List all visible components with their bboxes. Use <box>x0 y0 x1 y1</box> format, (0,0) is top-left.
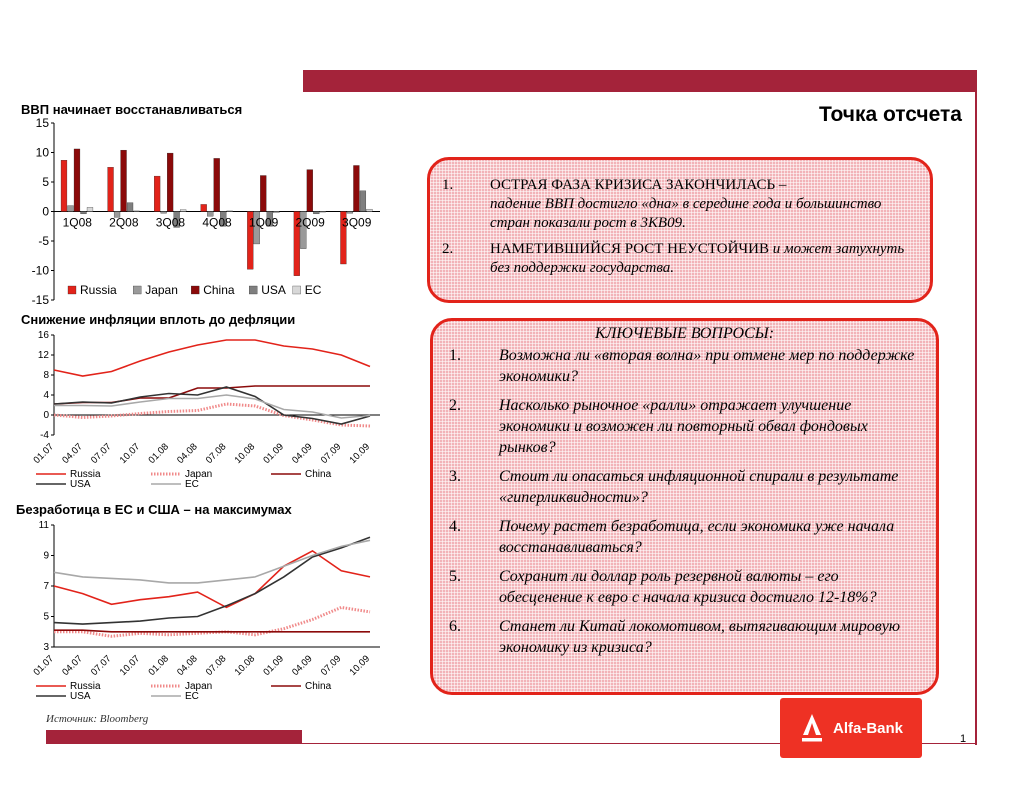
bar <box>313 212 319 214</box>
gdp-chart-svg <box>14 114 384 310</box>
logo-text: Alfa-Bank <box>832 719 903 737</box>
bar <box>320 212 326 213</box>
bar <box>81 212 87 214</box>
series-line <box>54 386 370 404</box>
x-tick-label: 01.09 <box>261 441 286 466</box>
series-line <box>54 340 370 376</box>
y-tick-label: 11 <box>38 520 49 531</box>
main-points-box <box>427 157 933 303</box>
bar <box>61 160 67 211</box>
alfa-logo-icon <box>799 713 825 743</box>
legend-label: Russia <box>70 681 101 692</box>
x-tick-label: 04.07 <box>60 441 85 466</box>
x-tick-label: 1Q08 <box>62 215 92 230</box>
x-tick-label: 10.07 <box>117 441 143 466</box>
y-tick-label: 9 <box>43 550 49 562</box>
bar <box>353 165 359 211</box>
point-body: падение ВВП достигло «дна» в середине года и большинство стран показали рост в 3КВ09. <box>490 196 882 231</box>
right-accent-line <box>975 70 977 745</box>
legend-label: USA <box>70 691 91 702</box>
question-item: 4. Почему растет безработица, если экономика уже начала восстанавливаться? <box>449 518 895 556</box>
x-tick-label: 07.09 <box>318 441 344 466</box>
legend-label: USA <box>70 479 91 490</box>
unemployment-chart-svg <box>14 516 384 712</box>
y-tick-label: 4 <box>43 390 49 401</box>
question-item: 1. Возможна ли «вторая волна» при отмене мер по поддержке экономики? <box>449 347 915 385</box>
bar <box>227 211 233 212</box>
bar <box>108 167 114 211</box>
inflation-chart-title: Снижение инфляции вплоть до дефляции <box>21 312 296 327</box>
legend-swatch <box>68 286 76 294</box>
x-tick-label: 4Q08 <box>202 215 232 230</box>
y-tick-label: 0 <box>43 410 49 421</box>
legend-label: Russia <box>80 283 117 297</box>
legend-swatch <box>191 286 199 294</box>
x-tick-label: 01.07 <box>31 441 57 466</box>
unemployment-chart-title: Безработица в ЕС и США – на максимумах <box>16 502 292 517</box>
x-tick-label: 07.07 <box>88 653 114 678</box>
source-note: Источник: Bloomberg <box>46 713 149 725</box>
legend-label: Japan <box>185 469 213 480</box>
inflation-chart-svg <box>14 326 384 501</box>
point-heading: НАМЕТИВШИЙСЯ РОСТ НЕУСТОЙЧИВ <box>490 241 770 257</box>
x-tick-label: 10.09 <box>347 653 373 678</box>
x-tick-label: 2Q09 <box>295 215 325 230</box>
bar <box>167 153 173 211</box>
bar <box>360 191 366 212</box>
bar <box>161 212 167 214</box>
x-tick-label: 01.08 <box>146 441 172 466</box>
series-line <box>54 630 370 632</box>
y-tick-label: 0 <box>42 204 49 219</box>
bar <box>273 212 279 213</box>
gdp-chart-title: ВВП начинает восстанавливаться <box>21 102 243 117</box>
x-tick-label: 07.07 <box>88 441 114 466</box>
y-tick-label: 3 <box>43 642 49 653</box>
bar <box>214 158 220 211</box>
x-tick-label: 3Q09 <box>342 215 372 230</box>
page-title: Точка отсчета <box>818 103 962 126</box>
page-number: 1 <box>960 733 967 745</box>
y-tick-label: -15 <box>31 293 49 307</box>
key-questions-title: КЛЮЧЕВЫЕ ВОПРОСЫ: <box>594 325 775 342</box>
x-tick-label: 04.07 <box>60 653 85 678</box>
x-tick-label: 1Q09 <box>248 215 279 230</box>
bar <box>201 204 207 211</box>
question-item: 2. Насколько рыночное «ралли» отражает улучшение экономики и возможен ли повторный обвал фондовых рынков? <box>449 397 868 456</box>
x-tick-label: 3Q08 <box>155 215 186 230</box>
footer-accent-bar <box>46 730 302 744</box>
series-line <box>54 551 370 608</box>
gdp-bar-chart <box>14 114 384 310</box>
alfa-bank-logo <box>780 698 922 758</box>
y-tick-label: 12 <box>37 350 49 361</box>
x-tick-label: 10.08 <box>232 653 258 678</box>
y-tick-label: 16 <box>37 330 49 341</box>
legend-label: EC <box>185 479 199 490</box>
y-tick-label: -4 <box>40 430 49 441</box>
question-item: 3. Стоит ли опасаться инфляционной спирали в результате «гиперликвидности»? <box>449 468 899 506</box>
x-tick-label: 04.09 <box>290 441 315 466</box>
y-tick-label: -10 <box>31 263 49 278</box>
bar <box>307 170 313 212</box>
bar <box>134 211 140 212</box>
y-tick-label: 5 <box>43 611 49 623</box>
point-item: 2. НАМЕТИВШИЙСЯ РОСТ НЕУСТОЙЧИВ и может затухнуть без поддержки государства. <box>442 241 905 276</box>
x-tick-label: 10.08 <box>232 441 258 466</box>
bar <box>260 176 266 212</box>
series-line <box>54 540 370 583</box>
question-item: 5. Сохранит ли доллар роль резервной валюты – его обесценение к евро с начала кризиса достигло 12-18%? <box>449 568 877 606</box>
legend-label: Russia <box>70 469 101 480</box>
legend-label: EC <box>304 283 322 297</box>
x-tick-label: 07.08 <box>203 653 229 678</box>
question-item: 6. Станет ли Китай локомотивом, вытягивающим мировую экономику из кризиса? <box>449 618 901 656</box>
bar <box>74 149 80 212</box>
key-questions-box <box>430 318 939 695</box>
legend-label: China <box>203 283 235 297</box>
y-tick-label: 5 <box>42 175 49 189</box>
point-item: 1. ОСТРАЯ ФАЗА КРИЗИСА ЗАКОНЧИЛАСЬ – падение ВВП достигло «дна» в середине года и большинство стран показали рост в 3КВ09. <box>442 177 882 231</box>
bar <box>347 212 353 214</box>
bar <box>180 210 186 212</box>
x-tick-label: 10.09 <box>347 441 373 466</box>
y-tick-label: 7 <box>43 581 49 592</box>
x-tick-label: 01.09 <box>261 653 286 678</box>
legend-swatch <box>249 286 257 294</box>
bar <box>154 176 160 211</box>
x-tick-label: 07.08 <box>203 441 229 466</box>
legend-label: USA <box>261 283 286 297</box>
legend-label: Japan <box>185 681 213 692</box>
x-tick-label: 10.07 <box>117 653 143 678</box>
legend-swatch <box>133 286 141 294</box>
point-heading: ОСТРАЯ ФАЗА КРИЗИСА ЗАКОНЧИЛАСЬ – <box>490 177 787 193</box>
inflation-line-chart <box>14 326 384 501</box>
x-tick-label: 01.07 <box>31 653 57 678</box>
bar <box>68 206 74 212</box>
x-tick-label: 04.08 <box>175 441 200 466</box>
x-tick-label: 04.08 <box>175 653 200 678</box>
y-tick-label: 15 <box>35 116 49 130</box>
legend-label: China <box>305 469 332 480</box>
legend-label: China <box>305 681 332 692</box>
legend-swatch <box>293 286 301 294</box>
legend-label: EC <box>185 691 199 702</box>
x-tick-label: 07.09 <box>318 653 344 678</box>
bar <box>127 203 133 212</box>
y-tick-label: 8 <box>43 370 49 381</box>
y-tick-label: -5 <box>38 234 49 248</box>
bar <box>366 209 372 211</box>
bar <box>87 207 93 211</box>
unemployment-line-chart <box>14 516 384 712</box>
legend-label: Japan <box>145 283 178 297</box>
x-tick-label: 04.09 <box>290 653 315 678</box>
y-tick-label: 10 <box>35 145 49 160</box>
x-tick-label: 01.08 <box>146 653 172 678</box>
bar <box>121 150 127 211</box>
header-accent-bar <box>303 70 977 92</box>
x-tick-label: 2Q08 <box>109 215 139 230</box>
point-body: и может затухнуть без поддержки государства. <box>490 241 905 276</box>
